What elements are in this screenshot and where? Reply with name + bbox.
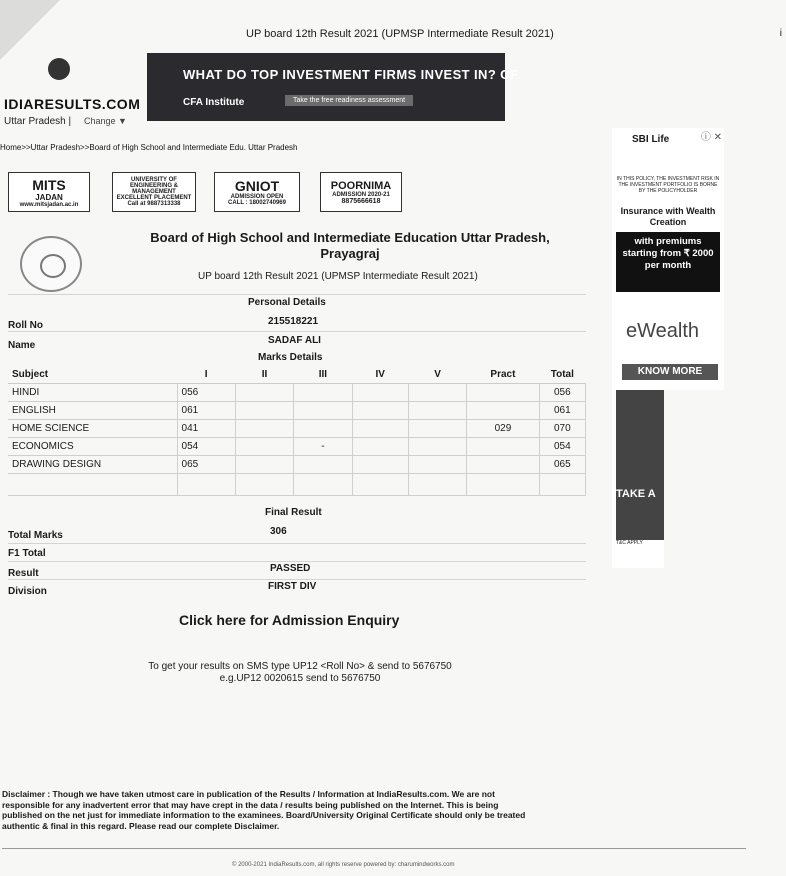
cell-total: 061 bbox=[539, 401, 585, 419]
sms-instructions bbox=[130, 661, 470, 685]
final-result-heading: Final Result bbox=[265, 507, 322, 518]
cell-i: 054 bbox=[177, 437, 235, 455]
sponsor-logo-gniot[interactable] bbox=[214, 172, 300, 212]
cell-v bbox=[408, 455, 466, 473]
cell-iii bbox=[294, 455, 352, 473]
banner-cta[interactable]: Take the free readiness assessment bbox=[285, 95, 413, 106]
col-subject: Subject bbox=[8, 367, 177, 383]
sponsor-sub: ADMISSION 2020-21 bbox=[332, 191, 390, 198]
cell-v bbox=[408, 419, 466, 437]
cell-total: 054 bbox=[539, 437, 585, 455]
marks-table bbox=[8, 367, 586, 496]
admission-enquiry-link[interactable]: Click here for Admission Enquiry bbox=[179, 612, 400, 628]
board-emblem bbox=[20, 236, 82, 292]
divider bbox=[8, 579, 586, 580]
change-region-link[interactable]: Change ▼ bbox=[84, 116, 127, 126]
cell-iii bbox=[294, 383, 352, 401]
sponsor-tag: CALL : 18002740969 bbox=[228, 200, 286, 206]
ad-overlay-text: TAKE A bbox=[616, 488, 656, 500]
col-v: V bbox=[408, 367, 466, 383]
cell-i: 041 bbox=[177, 419, 235, 437]
cell-iii: - bbox=[294, 437, 352, 455]
board-title: Board of High School and Intermediate Education Uttar Pradesh, Prayagraj bbox=[150, 230, 550, 261]
cell-ii bbox=[235, 437, 293, 455]
cell-iii bbox=[294, 419, 352, 437]
cell-iii bbox=[294, 401, 352, 419]
logo-icon bbox=[48, 58, 70, 80]
edge-mark: i bbox=[779, 28, 782, 39]
cell-total: 056 bbox=[539, 383, 585, 401]
cell-v bbox=[408, 401, 466, 419]
ad-tc: T&C APPLY bbox=[616, 540, 643, 546]
sponsor-sub: ADMISSION OPEN bbox=[230, 194, 284, 200]
cell-ii bbox=[235, 401, 293, 419]
table-row bbox=[8, 383, 586, 401]
marks-header-row bbox=[8, 367, 586, 383]
top-ad-banner[interactable] bbox=[147, 53, 519, 121]
sms-line-1: To get your results on SMS type UP12 <Roll No> & send to 5676750 bbox=[148, 661, 452, 672]
cell-iv bbox=[352, 419, 408, 437]
cell-total: 070 bbox=[539, 419, 585, 437]
sponsor-name: POORNIMA bbox=[330, 179, 392, 192]
division-value: FIRST DIV bbox=[268, 581, 317, 592]
ad-product: eWealth bbox=[626, 320, 700, 342]
disclaimer: Disclaimer : Though we have taken utmost care in publication of the Results / Information at IndiaResults.com. We are not responsible for any inadvertent error that may have crept in the data / results being published on the Internet. This is being published on the net just for immediate information to the examinees. Board/University Original Certificate should only be treated authentic & final in this regard. Please read our complete Disclaimer. bbox=[2, 789, 526, 831]
total-marks-label: Total Marks bbox=[8, 530, 63, 541]
table-row bbox=[8, 455, 586, 473]
cell-pract bbox=[467, 437, 539, 455]
cell-i: 065 bbox=[177, 455, 235, 473]
sms-line-2: e.g.UP12 0020615 send to 5676750 bbox=[219, 673, 381, 684]
cell-subject: DRAWING DESIGN bbox=[8, 455, 177, 473]
cell-subject: ENGLISH bbox=[8, 401, 177, 419]
board-subtitle: UP board 12th Result 2021 (UPMSP Intermediate Result 2021) bbox=[198, 271, 478, 282]
paper-glare bbox=[664, 390, 786, 570]
sponsor-name: GNIOT bbox=[234, 178, 280, 194]
banner-brand: CFA Institute bbox=[183, 97, 245, 108]
cell-iv bbox=[352, 437, 408, 455]
cell-i: 056 bbox=[177, 383, 235, 401]
cell-ii bbox=[235, 419, 293, 437]
cell-v bbox=[408, 383, 466, 401]
divider bbox=[8, 331, 586, 332]
total-marks-value: 306 bbox=[270, 526, 287, 537]
cell-pract bbox=[467, 383, 539, 401]
roll-no-value: 215518221 bbox=[268, 316, 319, 327]
page-heading: UP board 12th Result 2021 (UPMSP Intermediate Result 2021) bbox=[246, 28, 554, 40]
table-row bbox=[8, 437, 586, 455]
result-label: Result bbox=[8, 568, 39, 579]
sponsor-sub: EXCELLENT PLACEMENT bbox=[116, 195, 192, 201]
cell-total: 065 bbox=[539, 455, 585, 473]
cell-ii bbox=[235, 383, 293, 401]
sponsor-logo-uem[interactable] bbox=[112, 172, 196, 212]
col-pract: Pract bbox=[467, 367, 539, 383]
cell-subject: HOME SCIENCE bbox=[8, 419, 177, 437]
divider bbox=[8, 543, 586, 544]
sponsor-name: MITS bbox=[32, 176, 66, 193]
cell-iv bbox=[352, 383, 408, 401]
col-i: I bbox=[177, 367, 235, 383]
footer-copyright: © 2000-2021 IndiaResults.com, all rights reserve powered by: charumindworks.com bbox=[232, 862, 455, 868]
sponsor-tag: Call at 9887313338 bbox=[127, 201, 181, 207]
col-iv: IV bbox=[352, 367, 408, 383]
ad-fineprint: IN THIS POLICY, THE INVESTMENT RISK IN THE INVESTMENT PORTFOLIO IS BORNE BY THE POLICYHOLDER bbox=[616, 176, 720, 194]
roll-no-label: Roll No bbox=[8, 320, 43, 331]
table-row-empty bbox=[8, 473, 586, 495]
result-value: PASSED bbox=[270, 563, 311, 574]
breadcrumb[interactable]: Home>>Uttar Pradesh>>Board of High School and Intermediate Edu. Uttar Pradesh bbox=[0, 143, 298, 152]
footer-divider bbox=[2, 848, 746, 849]
personal-details-heading: Personal Details bbox=[248, 297, 326, 308]
region-label: Uttar Pradesh | bbox=[4, 116, 72, 127]
f1-total-label: F1 Total bbox=[8, 548, 46, 559]
cell-i: 061 bbox=[177, 401, 235, 419]
cell-subject: HINDI bbox=[8, 383, 177, 401]
ad-premium: with premiums starting from ₹ 2000 per month bbox=[616, 232, 720, 292]
ad-brand: SBI Life bbox=[632, 134, 670, 145]
sponsor-sub: JADAN bbox=[35, 192, 63, 202]
banner-headline: WHAT DO TOP INVESTMENT FIRMS INVEST IN? CF bbox=[183, 67, 519, 82]
sponsor-logo-mits[interactable] bbox=[8, 172, 90, 212]
sponsor-logo-poornima[interactable] bbox=[320, 172, 402, 212]
col-total: Total bbox=[539, 367, 585, 383]
cell-pract bbox=[467, 401, 539, 419]
col-iii: III bbox=[294, 367, 352, 383]
cell-pract bbox=[467, 455, 539, 473]
cell-iv bbox=[352, 455, 408, 473]
logo-text: IDIARESULTS.COM bbox=[4, 96, 141, 112]
table-row bbox=[8, 401, 586, 419]
col-ii: II bbox=[235, 367, 293, 383]
marks-details-heading: Marks Details bbox=[258, 352, 323, 363]
cell-ii bbox=[235, 455, 293, 473]
cell-iv bbox=[352, 401, 408, 419]
page-fold bbox=[0, 0, 60, 60]
divider bbox=[8, 294, 586, 295]
ad-pitch: Insurance with Wealth Creation bbox=[620, 206, 716, 227]
site-logo[interactable] bbox=[0, 56, 140, 128]
divider bbox=[8, 561, 586, 562]
ad-close-icon[interactable]: ⓘ ✕ bbox=[700, 132, 722, 143]
sponsor-name: UNIVERSITY OF ENGINEERING & MANAGEMENT bbox=[129, 177, 178, 195]
ad-know-more-button[interactable]: KNOW MORE bbox=[622, 364, 718, 380]
name-label: Name bbox=[8, 340, 36, 351]
division-label: Division bbox=[8, 586, 47, 597]
sponsor-tag: www.mitsjadan.ac.in bbox=[19, 201, 79, 208]
cell-subject: ECONOMICS bbox=[8, 437, 177, 455]
cell-v bbox=[408, 437, 466, 455]
table-row bbox=[8, 419, 586, 437]
sponsor-tag: 8875666618 bbox=[341, 197, 381, 205]
cell-pract: 029 bbox=[467, 419, 539, 437]
name-value: SADAF ALI bbox=[268, 335, 321, 346]
